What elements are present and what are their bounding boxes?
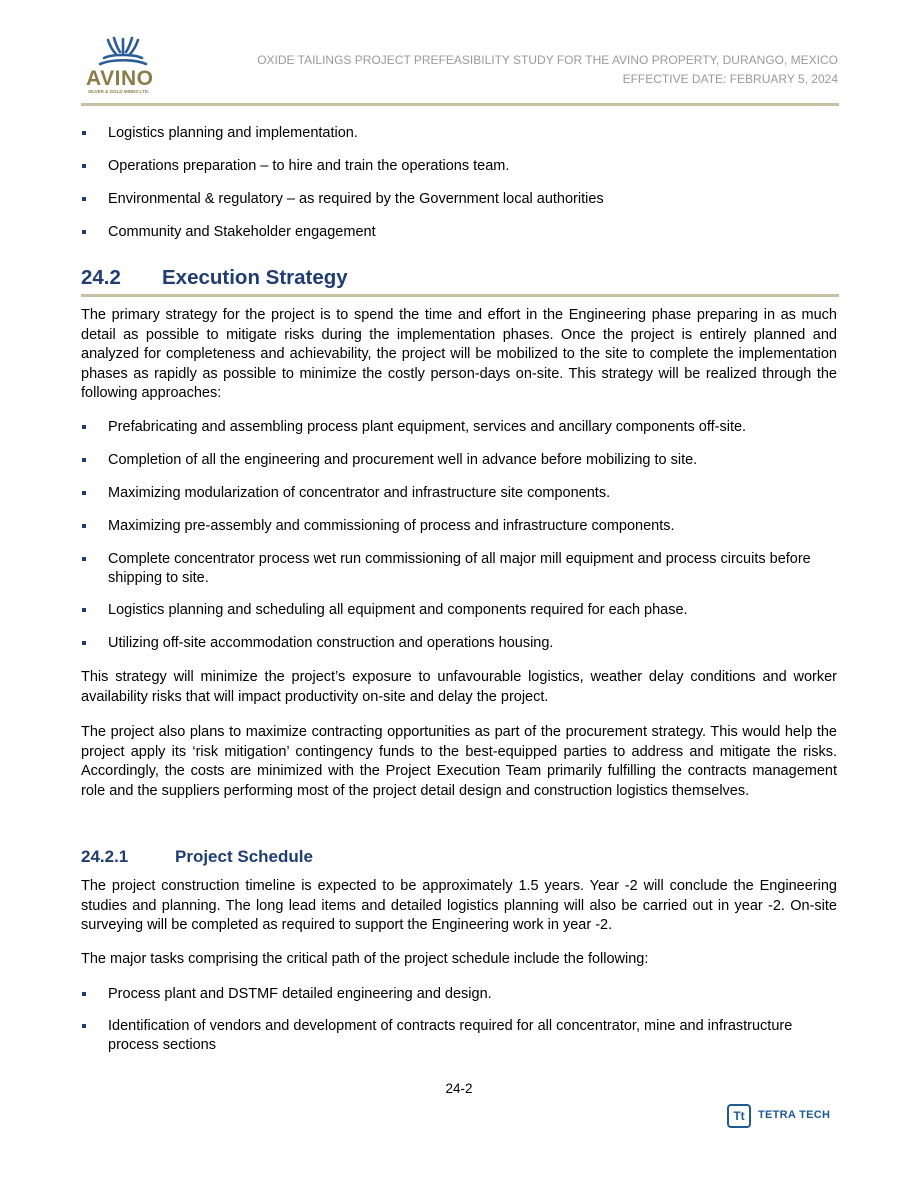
effective-date: EFFECTIVE DATE: FEBRUARY 5, 2024 [622,72,838,86]
list-item-text: Complete concentrator process wet run commissioning of all major mill equipment and process circuits before shipping to site. [108,551,811,586]
avino-logo [86,36,160,100]
list-item-text: Process plant and DSTMF detailed engineering and design. [108,986,492,1002]
bullet-icon [82,425,86,429]
bullet-icon [82,524,86,528]
bullet-icon [82,608,86,612]
list-item [81,634,837,653]
list-item [81,484,837,503]
tetra-tech-mark-icon: Tt [727,1104,751,1128]
bullet-icon [82,131,86,135]
bullet-icon [82,992,86,996]
paragraph: The project also plans to maximize contracting opportunities as part of the procurement strategy. This would help the project apply its ‘risk mitigation’ contingency funds to the best-equipped parties to address and mitigate the risks. Accordingly, the costs are minimized with the Project Execution Team primarily fulfilling the contracts management role and the suppliers performing most of the project detail design and construction logistics themselves. [81,724,837,799]
list-item-text: Environmental & regulatory – as required by the Government local authorities [108,191,604,207]
list-item [81,601,837,620]
list-item-text: Logistics planning and implementation. [108,125,358,141]
list-item [81,985,837,1004]
list-item-text: Maximizing pre-assembly and commissioning of process and infrastructure components. [108,518,675,534]
bullet-icon [82,230,86,234]
list-item-text: Completion of all the engineering and procurement well in advance before mobilizing to site. [108,452,698,468]
list-item-text: Maximizing modularization of concentrator and infrastructure site components. [108,485,611,501]
list-item-text: Logistics planning and scheduling all equipment and components required for each phase. [108,602,688,618]
avino-emblem-icon [86,36,160,68]
bullet-icon [82,1024,86,1028]
paragraph: This strategy will minimize the project’s exposure to unfavourable logistics, weather delay conditions and worker availability risks that will impact productivity on-site and delay the project. [81,669,837,705]
section-title: Execution Strategy [162,266,348,289]
list-item [81,517,837,536]
list-item-text: Identification of vendors and development of contracts required for all concentrator, mine and infrastructure process sections [108,1018,793,1053]
section-divider [81,294,839,297]
list-item [81,157,837,176]
bullet-icon [82,197,86,201]
bullet-icon [82,164,86,168]
paragraph: The major tasks comprising the critical path of the project schedule include the following: [81,951,649,967]
bullet-icon [82,491,86,495]
paragraph: The primary strategy for the project is to spend the time and effort in the Engineering phase preparing in as much detail as possible to mitigate risks during the implementation phases. Once the project is entirely planned and analyzed for completeness and achievability, the project will be mobilized to the site to complete the implementation phases as rapidly as possible to minimize the costly person-days on-site. This strategy will be realized through the following approaches: [81,307,837,401]
list-item-text: Community and Stakeholder engagement [108,224,376,240]
list-item [81,550,837,588]
bullet-icon [82,458,86,462]
subsection-title: Project Schedule [175,847,313,866]
list-item-text: Utilizing off-site accommodation construction and operations housing. [108,635,554,651]
subsection-number: 24.2.1 [81,847,129,866]
paragraph: The project construction timeline is expected to be approximately 1.5 years. Year -2 will conclude the Engineering studies and planning. The long lead items and detailed logistics planning will also be carried out in year -2. On-site surveying will be completed as required to support the Engineering work in year -2. [81,878,837,933]
page-number: 24-2 [445,1081,473,1096]
tetra-tech-logo [727,1104,837,1134]
list-item [81,451,837,470]
list-item [81,223,837,242]
header-divider [81,103,839,106]
list-item-text: Prefabricating and assembling process plant equipment, services and ancillary components off-site. [108,419,747,435]
bullet-icon [82,557,86,561]
logo-wordmark: AVINO [86,67,154,90]
logo-tagline: SILVER & GOLD MINES LTD. [88,89,150,94]
company-name: TETRA TECH [758,1109,831,1121]
list-item [81,418,837,437]
bullet-icon [82,641,86,645]
list-item [81,124,837,143]
list-item-text: Operations preparation – to hire and train the operations team. [108,158,510,174]
list-item [81,190,837,209]
document-title: OXIDE TAILINGS PROJECT PREFEASIBILITY STUDY FOR THE AVINO PROPERTY, DURANGO, MEXICO [257,53,838,67]
list-item [81,1017,837,1055]
section-number: 24.2 [81,266,121,289]
